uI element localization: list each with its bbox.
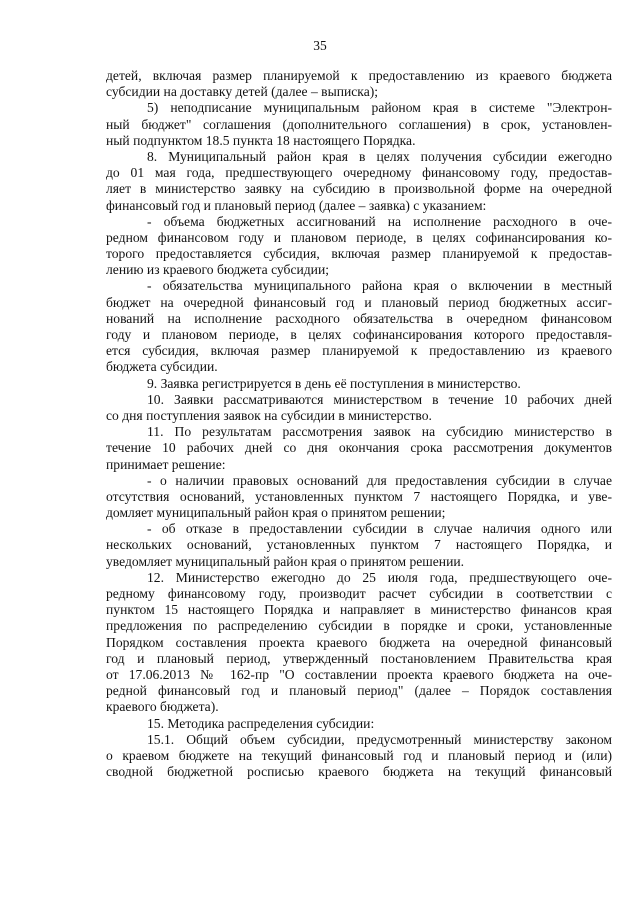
text-line: со дня поступления заявок на субсидии в министерство. — [106, 407, 432, 423]
text-line: ется субсидия, включая размер планируемой к предоставлению из краевого — [106, 343, 612, 359]
text-line: редном финансовом году и плановом периоде, в целях софинансирования ко- — [106, 229, 612, 245]
text-line: от 17.06.2013 № 162-пр "О составлении проекта краевого бюджета на оче- — [106, 666, 612, 682]
text-line: редному финансовому году, производит расчет субсидии в соответствии с — [106, 586, 612, 601]
text-line: субсидии на доставку детей (далее – выписка); — [106, 84, 379, 100]
text-line: нескольких оснований, установленных пунктом 7 настоящего Порядка, и — [106, 537, 612, 553]
text-line: год и плановый период, утвержденный постановлением Правительства края — [106, 650, 612, 666]
text-line: нований на исполнение расходного обязательства в очередном финансовом — [106, 310, 612, 326]
text-line: 8. Муниципальный район края в целях получения субсидии ежегодно — [147, 148, 612, 164]
text-line: 15.1. Общий объем субсидии, предусмотренный министерству законом — [147, 731, 612, 747]
text-line: о краевом бюджете на текущий финансовый год и плановый период и (или) — [106, 747, 612, 763]
text-line: сводной бюджетной росписью краевого бюджета на текущий финансовый — [106, 764, 612, 780]
text-line: краевого бюджета). — [106, 699, 219, 715]
text-line: - об отказе в предоставлении субсидии в случае наличия одного или — [147, 521, 612, 537]
text-line: домляет муниципальный район края о принятом решении; — [106, 505, 446, 521]
text-line: ный подпунктом 18.5 пункта 18 настоящего Порядка. — [106, 132, 416, 148]
text-line: 10. Заявки рассматриваются министерством в течение 10 рабочих дней — [147, 391, 612, 407]
text-line: лению из краевого бюджета субсидии; — [106, 262, 330, 278]
text-line: 15. Методика распределения субсидии: — [147, 715, 375, 731]
text-line: принимает решение: — [106, 456, 226, 472]
text-line: торого предоставляется субсидия, включая размер планируемой к предостав- — [106, 246, 612, 262]
text-line: бюджета субсидии. — [106, 359, 218, 375]
text-line: 5) неподписание муниципальным районом края в системе "Электрон- — [147, 100, 612, 116]
text-line: до 01 мая года, предшествующего очередному финансовому году, предостав- — [106, 165, 612, 181]
text-line: течение 10 рабочих дней со дня окончания срока рассмотрения документов — [106, 440, 612, 456]
text-line: финансовый год и плановый период (далее – заявка) с указанием: — [106, 197, 487, 213]
text-line: 9. Заявка регистрируется в день её поступления в министерство. — [147, 375, 521, 391]
text-line: уведомляет муниципальный район края о принятом решении. — [106, 553, 465, 569]
text-line: - объема бюджетных ассигнований на исполнение расходного в оче- — [147, 213, 612, 229]
page-number: 35 — [313, 38, 327, 53]
text-line: предложения по распределению субсидии в порядке и сроки, установленные — [106, 618, 612, 634]
text-line: году и плановом периоде, в целях софинансирования которого предоставля- — [106, 327, 612, 342]
document-body — [106, 68, 612, 780]
text-line: ляет в министерство заявку на субсидию в произвольной форме на очередной — [106, 181, 612, 197]
text-line: бюджет на очередной финансовый год и плановый период бюджетных ассиг- — [106, 294, 612, 310]
text-line: - о наличии правовых оснований для предоставления субсидии в случае — [147, 472, 612, 488]
text-line: детей, включая размер планируемой к предоставлению из краевого бюджета — [106, 68, 612, 83]
text-line: 11. По результатам рассмотрения заявок на субсидию министерство в — [147, 424, 612, 440]
text-line: отсутствия оснований, установленных пунктом 7 настоящего Порядка, и уве- — [106, 488, 612, 504]
text-line: Порядком составления проекта краевого бюджета на очередной финансовый — [106, 634, 612, 650]
text-line: - обязательства муниципального района края о включении в местный — [147, 278, 612, 294]
text-line: 12. Министерство ежегодно до 25 июля года, предшествующего оче- — [147, 569, 612, 585]
text-line: редной финансовый год и плановый период" (далее – Порядок составления — [106, 683, 612, 699]
text-line: пунктом 15 настоящего Порядка и направляет в министерство финансов края — [106, 602, 612, 618]
text-line: ный бюджет" соглашения (дополнительного соглашения) в срок, установлен- — [106, 116, 612, 132]
